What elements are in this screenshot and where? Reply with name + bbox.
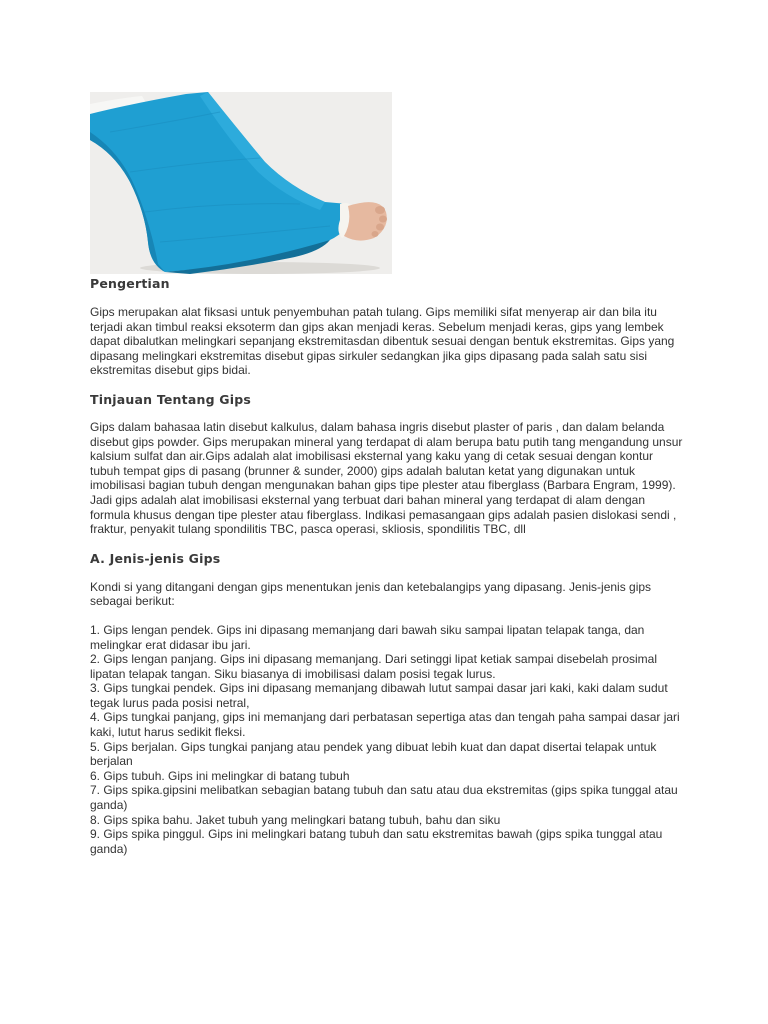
list-item: 8. Gips spika bahu. Jaket tubuh yang melingkari batang tubuh, bahu dan siku xyxy=(90,812,501,827)
list-item: 7. Gips spika.gipsini melibatkan sebagian batang tubuh dan satu atau dua ekstremitas (gips spika tunggal atau ganda) xyxy=(90,783,678,813)
paragraph-tinjauan: Gips dalam bahasaa latin disebut kalkulus, dalam bahasa ingris disebut plaster of paris , dan dalam belanda disebut gips powder. Gips merupakan mineral yang terdapat di alam berupa batu putih tang mengandung unsur kalsium sulfat dan air.Gips adalah alat imobilisasi eksternal yang kaku yang di cetak sesuai dengan kontur tubuh tempat gips di pasang (brunner & sunder, 2000) gips adalah balutan ketat yang digunakan untuk imobilisasi bagian tubuh dengan mengunakan bahan gips tipe plester atau fiberglass (Barbara Engram, 1999). Jadi gips adalah alat imobilisasi eksternal yang terbuat dari bahan mineral yang terdapat di alam dengan formula khusus dengan tipe plester atau fiberglass. Indikasi pemasangaan gips adalah pasien dislokasi sendi , fraktur, penyakit tulang spondilitis TBC, pasca operasi, skliosis, spondilitis TBC, dll xyxy=(90,419,683,537)
blue-leg-cast-illustration xyxy=(90,92,392,274)
list-item: 9. Gips spika pinggul. Gips ini melingkari batang tubuh dan satu ekstremitas bawah (gips spika tunggal atau ganda) xyxy=(90,827,663,856)
document-page xyxy=(90,92,686,856)
list-item: 2. Gips lengan panjang. Gips ini dipasang memanjang. Dari setinggi lipat ketiak sampai disebelah prosimal lipatan telapak tangan. Siku biasanya di imobilisasi dalam posisi tegak lurus. xyxy=(90,652,657,681)
leg-cast-photo xyxy=(90,92,392,274)
list-item: 5. Gips berjalan. Gips tungkai panjang atau pendek yang dibuat lebih kuat dan dapat disertai telapak untuk berjalan xyxy=(90,739,657,769)
section-heading-pengertian: Pengertian xyxy=(90,276,170,291)
list-item: 4. Gips tungkai panjang, gips ini memanjang dari perbatasan sepertiga atas dan tengah paha sampai dasar jari kaki, lutut harus sedikit fleksi. xyxy=(90,710,680,740)
list-item: 1. Gips lengan pendek. Gips ini dipasang memanjang dari bawah siku sampai lipatan telapak tanga, dan melingkar erat didasar ibu jari. xyxy=(90,622,645,652)
section-heading-tinjauan: Tinjauan Tentang Gips xyxy=(90,391,251,407)
paragraph-pengertian: Gips merupakan alat fiksasi untuk penyembuhan patah tulang. Gips memiliki sifat menyerap air dan bila itu terjadi akan timbul reaksi eksoterm dan gips akan menjadi keras. Sebelum menjadi keras, gips yang lembek dapat dibalutkan melingkari sepanjang ekstremitasdan dibentuk sesuai dengan bentuk ekstremitas. Gips yang dipasang melingkari ekstremitas disebut gipas sirkuler sedangkan jika gips dipasang pada salah satu sisi ekstremitas disebut gips bidai. xyxy=(90,305,675,378)
section-heading-jenis-gips: A. Jenis-jenis Gips xyxy=(90,550,221,566)
paragraph-jenis-intro: Kondi si yang ditangani dengan gips menentukan jenis dan ketebalangips yang dipasang. Jenis-jenis gips sebagai berikut: xyxy=(90,579,652,609)
list-item: 3. Gips tungkai pendek. Gips ini dipasang memanjang dibawah lutut sampai dasar jari kaki, kaki dalam sudut tegak lurus pada posisi netral, xyxy=(90,681,668,710)
jenis-gips-list xyxy=(90,623,686,857)
list-item: 6. Gips tubuh. Gips ini melingkar di batang tubuh xyxy=(90,768,350,783)
